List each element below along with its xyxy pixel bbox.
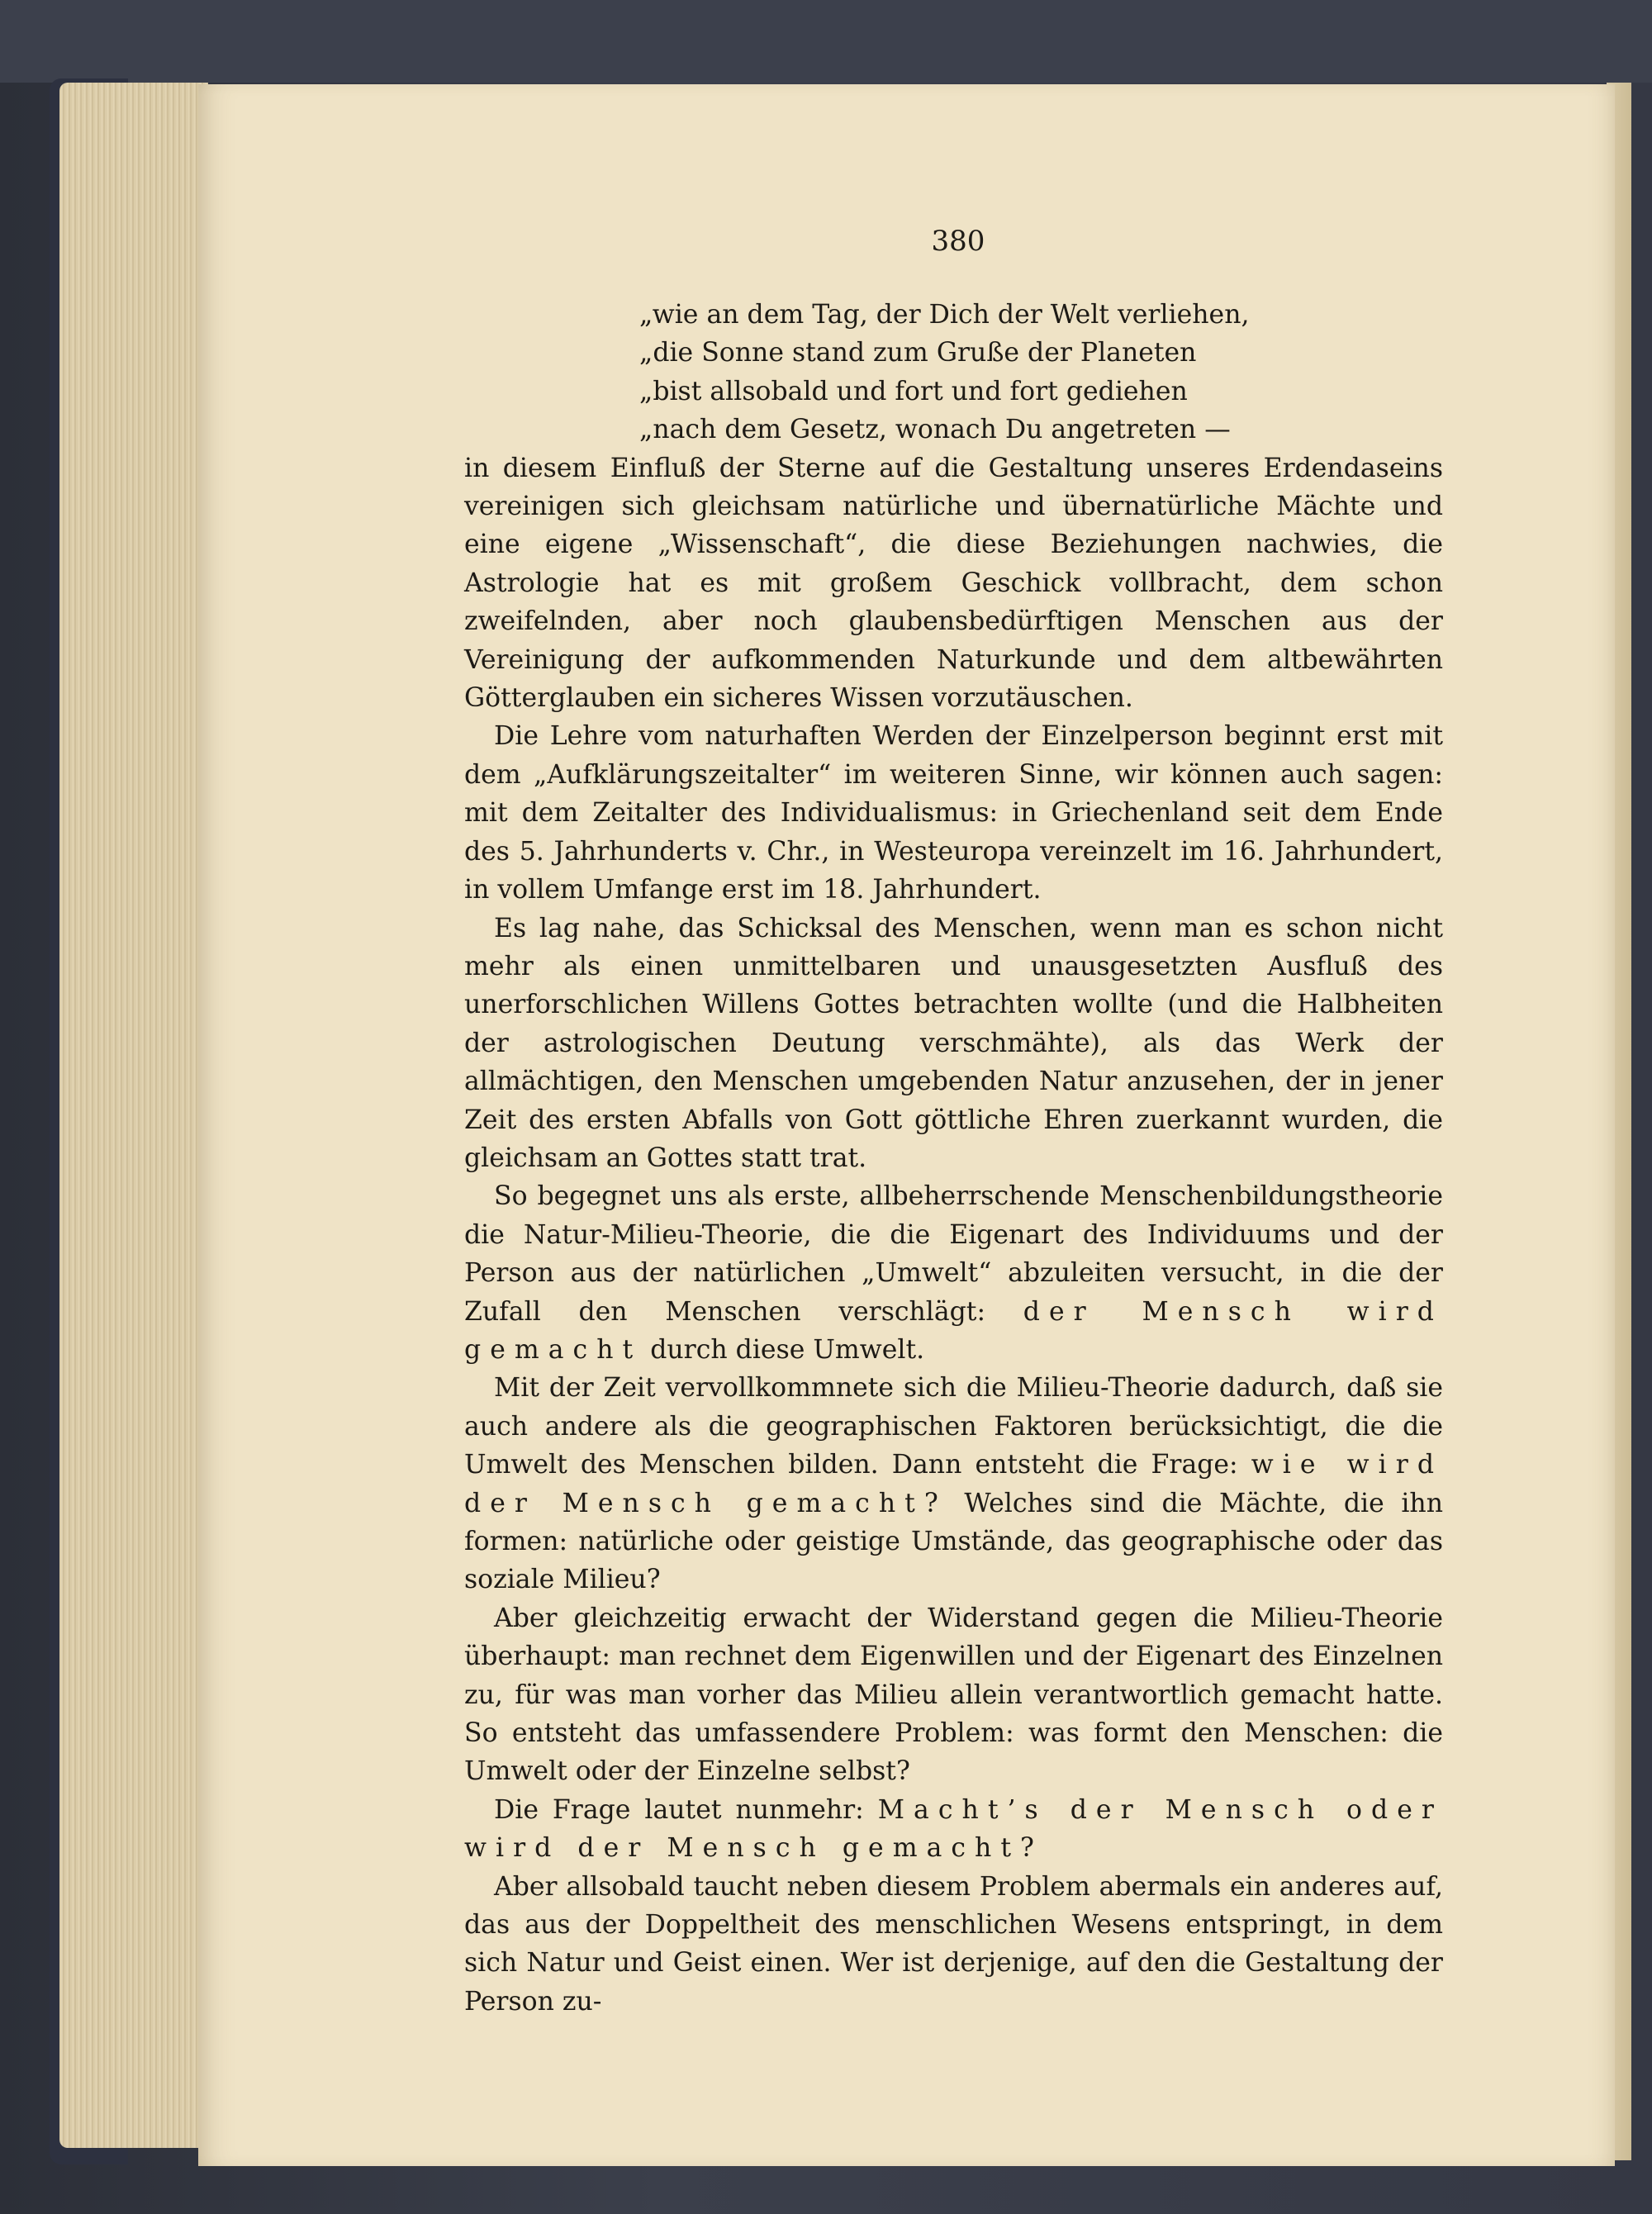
emphasized-phrase: wie wird der Mensch gemacht?	[464, 1450, 1444, 1518]
paragraph-text: durch diese Umwelt.	[642, 1334, 925, 1365]
verse-line: „wie an dem Tag, der Dich der Welt verliehen,	[639, 300, 1250, 330]
paragraph-text: Welches sind die Mächte, die ihn formen: natürliche oder geistige Umstände, das geographische oder das soziale Milieu?	[464, 1488, 1443, 1595]
paragraph: Es lag nahe, das Schicksal des Menschen, wenn man es schon nicht mehr als einen unmittelbaren und unausgesetzten Ausfluß des unerforschlichen Willens Gottes betrachten wollte (und die Halbheiten der astrologischen Deutung verschmähte), als das Werk der allmächtigen, den Menschen umgebenden Natur anzusehen, der in jener Zeit des ersten Abfalls von Gott göttliche Ehren zuerkannt wurden, die gleichsam an Gottes statt trat.	[464, 913, 1443, 1173]
paragraph-text: Mit der Zeit vervollkommnete sich die Milieu-Theorie dadurch, daß sie auch andere als die geographischen Faktoren berücksichtigt, die die Umwelt des Menschen bilden. Dann entsteht die Frage:	[464, 1373, 1443, 1480]
verse-line: „die Sonne stand zum Gruße der Planeten	[639, 338, 1197, 368]
paragraph-continuation: in diesem Einfluß der Sterne auf die Gestaltung unseres Erdendaseins vereinigen sich gleichsam natürliche und übernatürliche Mächte und eine eigene „Wissenschaft“, die diese Beziehungen nachwies, die Astrologie hat es mit großem Geschick vollbracht, dem schon zweifelnden, aber noch glaubensbedürftigen Menschen aus der Vereinigung der aufkommenden Naturkunde und dem altbewährten Götterglauben ein sicheres Wissen vorzutäuschen.	[464, 453, 1443, 714]
paragraph	[464, 1369, 1443, 1599]
page-stack-edges	[59, 83, 208, 2148]
verse-line: „nach dem Gesetz, wonach Du angetreten —	[639, 415, 1231, 445]
page-text-block	[464, 296, 1443, 2021]
book-cover-background	[0, 0, 1652, 83]
paragraph	[464, 1791, 1443, 1868]
page-number: 380	[931, 225, 985, 258]
paragraph: Aber gleichzeitig erwacht der Widerstand gegen die Milieu-Theorie überhaupt: man rechnet dem Eigenwillen und der Eigenart des Einzelnen zu, für was man vorher das Milieu allein verantwortlich gemacht hatte. So entsteht das umfassendere Problem: was formt den Menschen: die Umwelt oder der Einzelne selbst?	[464, 1603, 1443, 1787]
emphasized-phrase: der Mensch wird gemacht	[464, 1296, 1443, 1365]
paragraph-text: So begegnet uns als erste, allbeherrschende Menschenbildungstheorie die Natur-Milieu-Theorie, die die Eigenart des Individuums und der Person aus der natürlichen „Umwelt“ abzuleiten versucht, in die der Zufall den Menschen verschlägt:	[464, 1181, 1443, 1327]
paragraph: Die Lehre vom naturhaften Werden der Einzelperson beginnt erst mit dem „Aufklärungszeitalter“ im weiteren Sinne, wir können auch sagen: mit dem Zeitalter des Individualismus: in Griechenland seit dem Ende des 5. Jahrhunderts v. Chr., in Westeuropa vereinzelt im 16. Jahrhundert, in vollem Umfange erst im 18. Jahrhundert.	[464, 721, 1443, 905]
verse-line: „bist allsobald und fort und fort gediehen	[639, 376, 1188, 406]
paragraph-text: Die Frage lautet nunmehr:	[494, 1794, 878, 1825]
paragraph	[464, 1177, 1443, 1369]
paragraph: Aber allsobald taucht neben diesem Problem abermals ein anderes auf, das aus der Doppeltheit des menschlichen Wesens entspringt, in dem sich Natur und Geist einen. Wer ist derjenige, auf den die Gestaltung der Person zu-	[464, 1871, 1443, 2017]
emphasized-phrase: Macht’s der Mensch oder wird der Mensch gemacht?	[464, 1794, 1443, 1864]
